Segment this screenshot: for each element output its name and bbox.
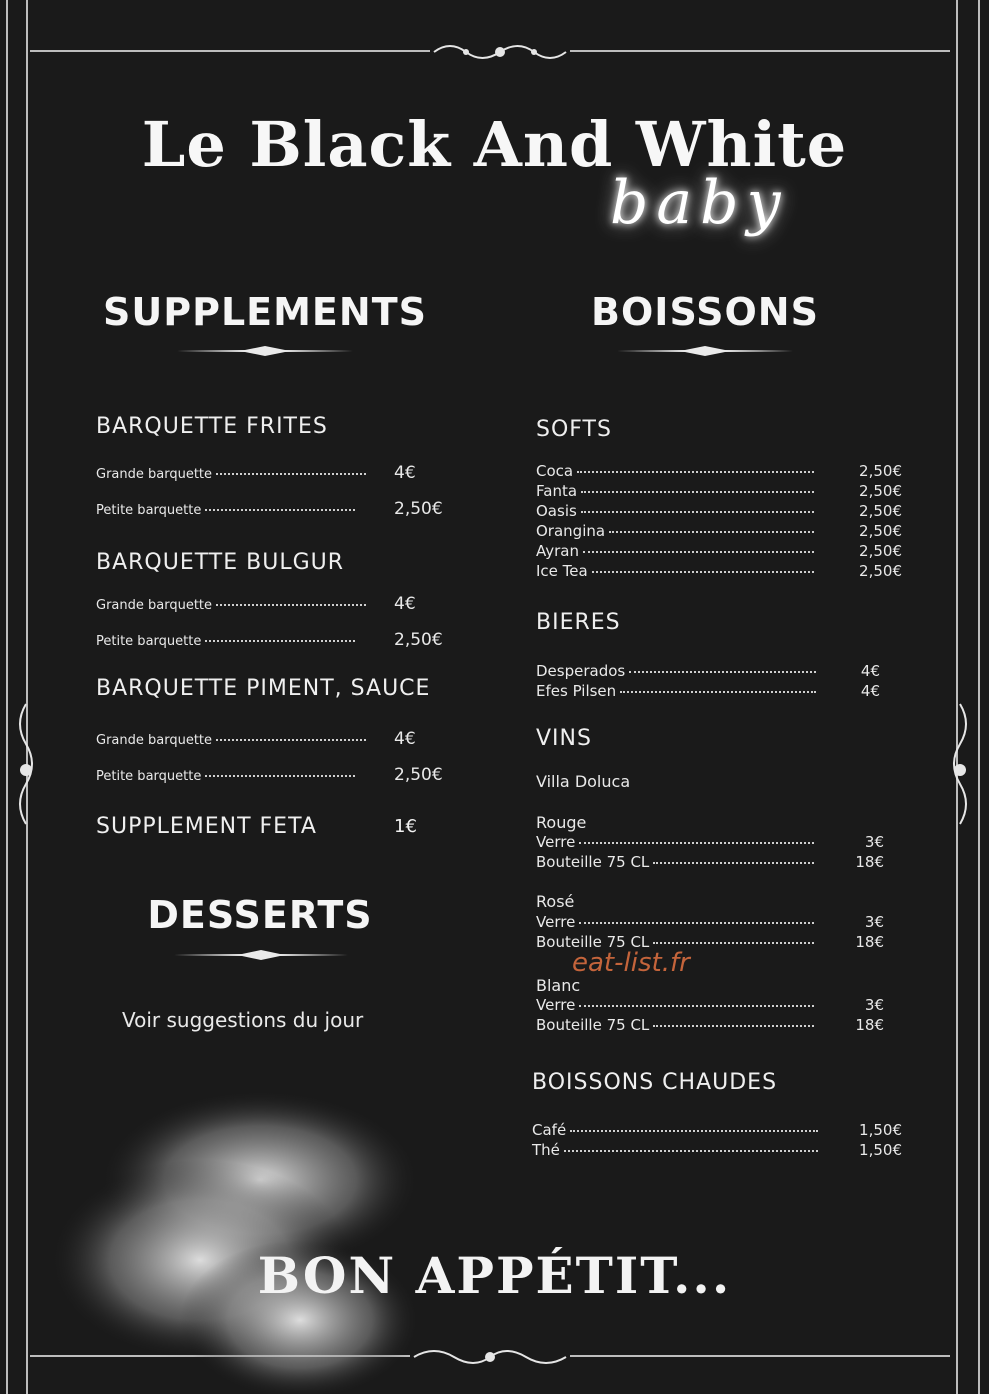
frame-top-right-line — [570, 50, 950, 52]
supplement-feta-label: SUPPLEMENT FETA — [96, 814, 317, 839]
list-item: Coca 2,50€ — [536, 462, 902, 480]
group-softs: SOFTS — [536, 417, 612, 442]
frame-right-outer — [978, 0, 980, 1394]
group-barquette-frites: BARQUETTE FRITES — [96, 414, 328, 439]
desserts-note: Voir suggestions du jour — [122, 1008, 364, 1032]
vins-brand: Villa Doluca — [536, 772, 631, 791]
supplement-feta-price: 1€ — [394, 816, 417, 837]
group-barquette-piment: BARQUETTE PIMENT, SAUCE — [96, 676, 431, 701]
list-item: Petite barquette 2,50€ — [96, 765, 443, 785]
list-item: Oasis 2,50€ — [536, 502, 902, 520]
group-vins: VINS — [536, 726, 592, 751]
list-item: Petite barquette 2,50€ — [96, 630, 443, 650]
list-item: Orangina 2,50€ — [536, 522, 902, 540]
right-flourish-icon — [940, 700, 980, 840]
list-item: Bouteille 75 CL 18€ — [536, 933, 884, 951]
left-flourish-icon — [6, 700, 46, 840]
smoke-cloud-icon — [40, 1070, 480, 1394]
boissons-divider-icon — [615, 343, 795, 359]
list-item: Efes Pilsen 4€ — [536, 682, 880, 700]
supplements-divider-icon — [175, 343, 355, 359]
frame-right-inner — [956, 0, 958, 1394]
list-item: Verre 3€ — [536, 833, 884, 851]
restaurant-subtitle: baby — [610, 168, 789, 238]
desserts-divider-icon — [172, 947, 350, 963]
group-barquette-bulgur: BARQUETTE BULGUR — [96, 550, 345, 575]
list-item: Grande barquette 4€ — [96, 463, 416, 483]
vin-color-blanc: Blanc — [536, 976, 581, 995]
list-item: Café 1,50€ — [532, 1121, 902, 1139]
list-item: Grande barquette 4€ — [96, 729, 416, 749]
group-bieres: BIERES — [536, 610, 621, 635]
frame-top-left-line — [30, 50, 430, 52]
list-item: Desperados 4€ — [536, 662, 880, 680]
list-item: Grande barquette 4€ — [96, 594, 416, 614]
list-item: Verre 3€ — [536, 913, 884, 931]
top-flourish-icon — [430, 36, 570, 68]
restaurant-title: Le Black And White — [141, 108, 848, 181]
frame-left-inner — [26, 0, 28, 1394]
vin-color-rose: Rosé — [536, 892, 575, 911]
frame-bottom-right-line — [570, 1355, 950, 1357]
list-item: Ayran 2,50€ — [536, 542, 902, 560]
supplements-heading: SUPPLEMENTS — [103, 290, 427, 334]
list-item: Fanta 2,50€ — [536, 482, 902, 500]
list-item: Bouteille 75 CL 18€ — [536, 853, 884, 871]
list-item: Bouteille 75 CL 18€ — [536, 1016, 884, 1034]
watermark-text: eat-list.fr — [572, 948, 690, 978]
bon-appetit-text: BON APPÉTIT... — [257, 1246, 732, 1305]
list-item: Verre 3€ — [536, 996, 884, 1014]
boissons-heading: BOISSONS — [591, 290, 819, 334]
group-boissons-chaudes: BOISSONS CHAUDES — [532, 1070, 778, 1095]
list-item: Thé 1,50€ — [532, 1141, 902, 1159]
list-item: Ice Tea 2,50€ — [536, 562, 902, 580]
vin-color-rouge: Rouge — [536, 813, 587, 832]
list-item: Petite barquette 2,50€ — [96, 499, 443, 519]
frame-left-outer — [6, 0, 8, 1394]
desserts-heading: DESSERTS — [147, 893, 373, 937]
